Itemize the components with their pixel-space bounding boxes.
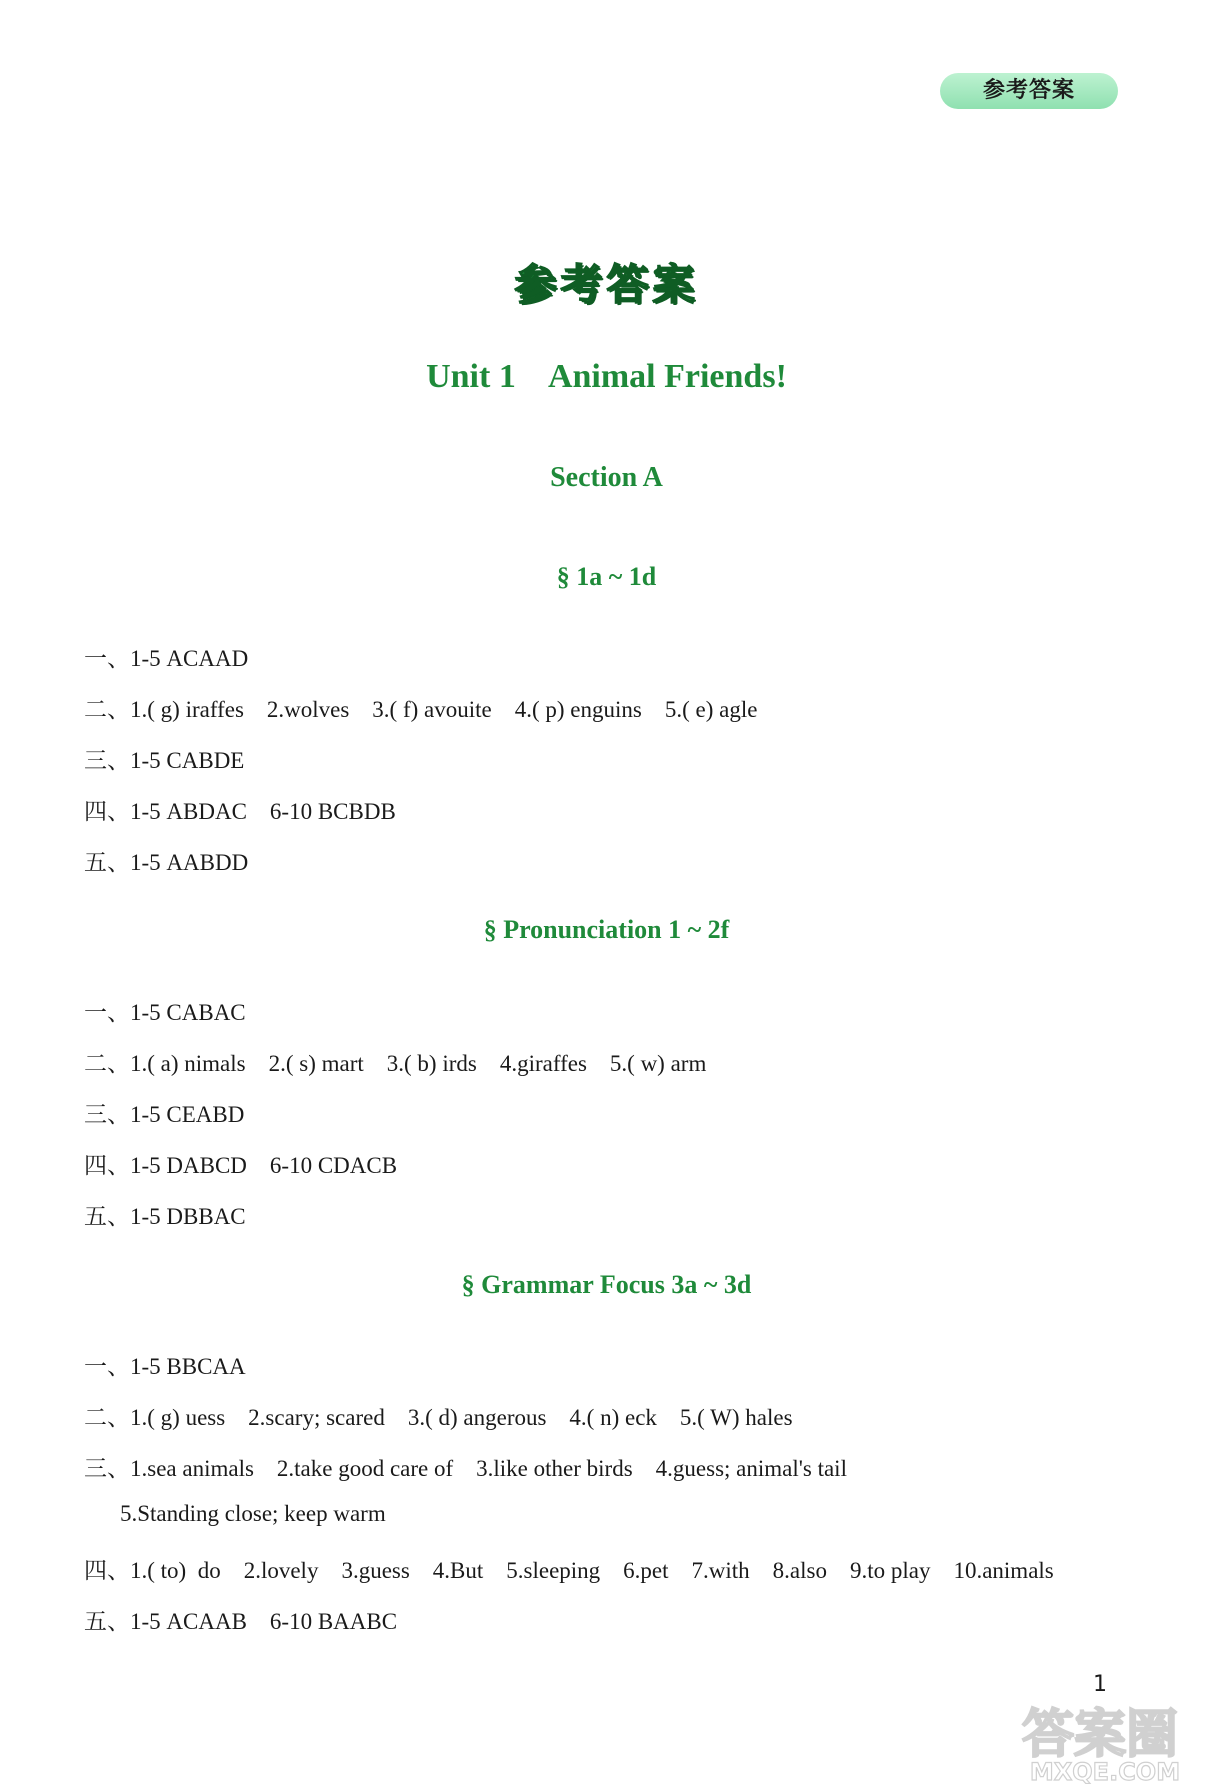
answer-line: 一、1-5 BBCAA bbox=[84, 1354, 246, 1379]
answer-line: 二、1.( g) iraffes 2.wolves 3.( f) avouite 4.( p) enguins 5.( e) agle bbox=[84, 697, 758, 722]
subsection-title-pronunciation: § Pronunciation 1 ~ 2f bbox=[483, 915, 730, 944]
subsection-title-grammar-focus: § Grammar Focus 3a ~ 3d bbox=[461, 1270, 752, 1299]
answer-line: 五、1-5 ACAAB 6-10 BAABC bbox=[84, 1609, 398, 1634]
answer-line: 四、1-5 ABDAC 6-10 BCBDB bbox=[84, 799, 396, 824]
watermark-logo-text: 答案圈 bbox=[1021, 1705, 1179, 1765]
answer-line: 一、1-5 CABAC bbox=[84, 1000, 246, 1025]
answer-key-tab-badge: 参考答案 bbox=[940, 73, 1118, 109]
answer-line: 五、1-5 AABDD bbox=[84, 850, 249, 875]
watermark-logo bbox=[1000, 1700, 1205, 1784]
subsection-title-1a-1d: § 1a ~ 1d bbox=[556, 562, 657, 591]
answer-line: 四、1-5 DABCD 6-10 CDACB bbox=[84, 1153, 398, 1178]
section-title: Section A bbox=[550, 462, 663, 493]
answer-line: 三、1-5 CEABD bbox=[84, 1102, 245, 1127]
answer-line: 四、1.( to) do 2.lovely 3.guess 4.But 5.sleeping 6.pet 7.with 8.also 9.to play 10.animals bbox=[84, 1558, 1054, 1583]
unit-title: Unit 1 Animal Friends! bbox=[426, 358, 787, 395]
answer-line: 5.Standing close; keep warm bbox=[120, 1501, 386, 1526]
watermark-url-text: MXQE.COM bbox=[1029, 1758, 1181, 1784]
answer-line: 二、1.( a) nimals 2.( s) mart 3.( b) irds 4.giraffes 5.( w) arm bbox=[84, 1051, 707, 1076]
page-title: 参考答案 bbox=[514, 260, 699, 309]
answer-line: 五、1-5 DBBAC bbox=[84, 1204, 246, 1229]
answer-line: 三、1.sea animals 2.take good care of 3.like other birds 4.guess; animal's tail bbox=[84, 1456, 847, 1481]
answer-line: 一、1-5 ACAAD bbox=[84, 646, 249, 671]
answer-line: 二、1.( g) uess 2.scary; scared 3.( d) angerous 4.( n) eck 5.( W) hales bbox=[84, 1405, 793, 1430]
page-number: 1 bbox=[1093, 1672, 1107, 1697]
answer-line: 三、1-5 CABDE bbox=[84, 748, 245, 773]
